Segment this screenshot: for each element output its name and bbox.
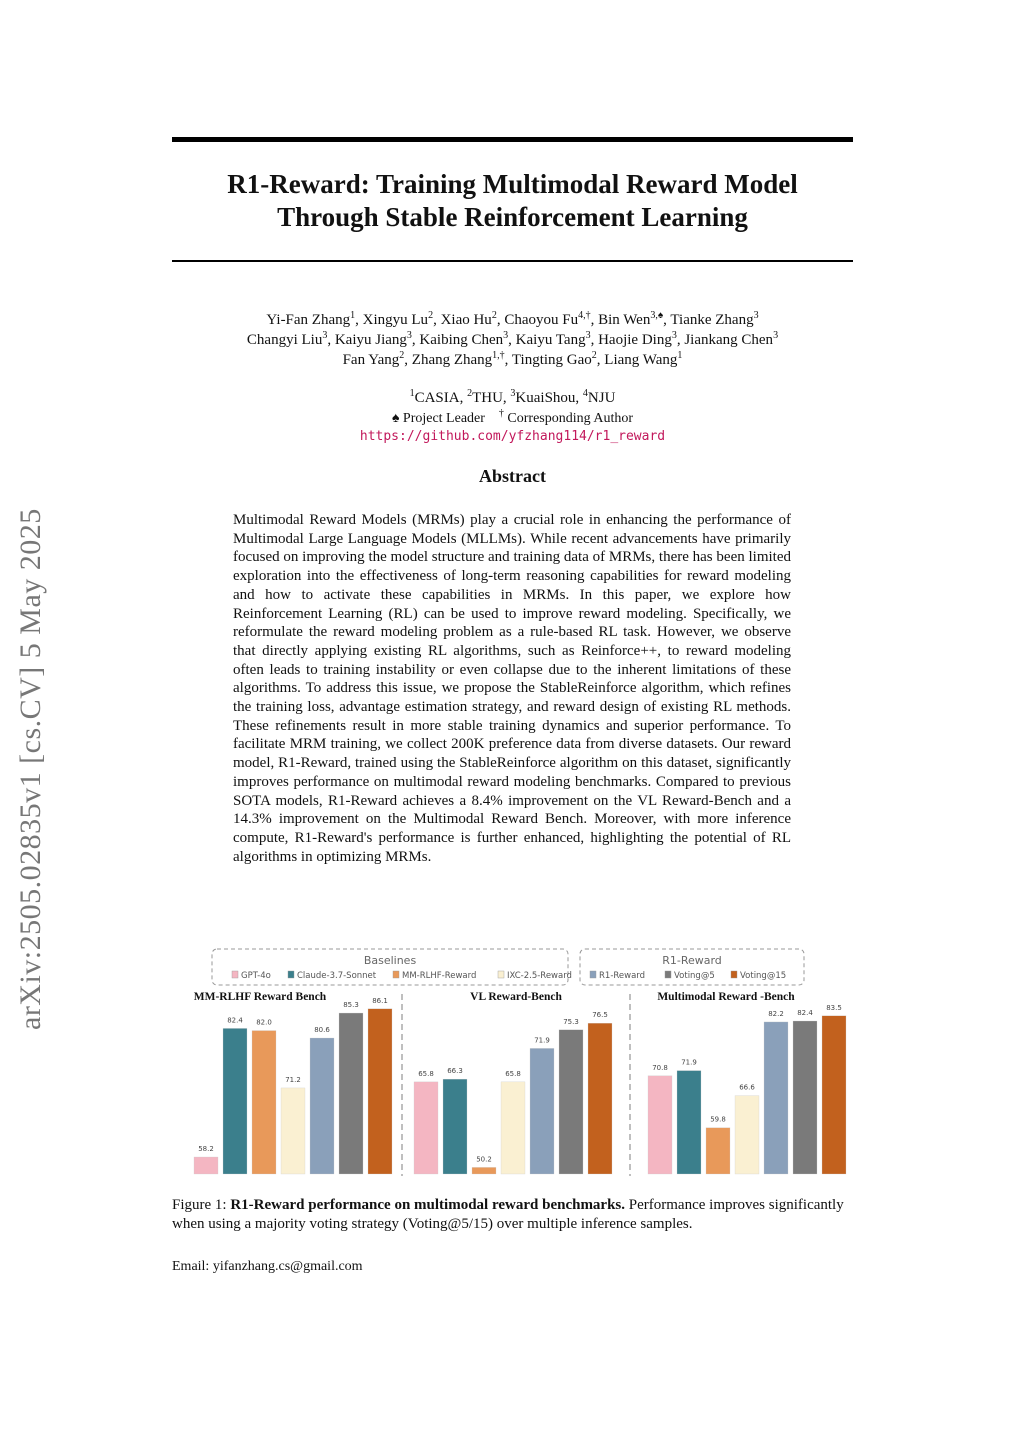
- author-name: Tingting Gao: [511, 352, 592, 368]
- author-name: Fan Yang: [342, 352, 400, 368]
- corresponding-author-label: Corresponding Author: [507, 411, 634, 426]
- abstract-heading: Abstract: [479, 466, 546, 486]
- legend-label: Voting@15: [740, 971, 787, 981]
- dagger-mark: †: [498, 408, 504, 419]
- legend-swatch: [232, 971, 238, 978]
- author-affiliation-mark: 3: [753, 310, 759, 321]
- bar-value-label: 75.3: [563, 1017, 579, 1026]
- author-affiliation-mark: 4,†: [578, 310, 591, 321]
- bar-value-label: 71.9: [681, 1058, 697, 1067]
- author-name: Xiao Hu: [440, 312, 492, 328]
- affiliation-name: KuaiShou: [515, 390, 576, 406]
- author-affiliation-mark: 3: [503, 330, 509, 341]
- title-rule-bottom: [172, 260, 853, 262]
- author-name: Jiankang Chen: [684, 332, 774, 348]
- bar: [310, 1038, 334, 1174]
- bar-value-label: 66.3: [447, 1067, 463, 1076]
- author-list: [172, 310, 853, 370]
- author-affiliation-mark: 1,†: [492, 350, 505, 361]
- spade-icon: ♠: [391, 411, 400, 426]
- author-affiliation-mark: 2: [591, 350, 597, 361]
- legend-label: GPT-4o: [241, 971, 271, 981]
- paper-title: [172, 168, 853, 234]
- title-line-2: Through Stable Reinforcement Learning: [277, 202, 748, 232]
- author-name: Kaibing Chen: [419, 332, 504, 348]
- author-affiliation-mark: 3,♠: [650, 310, 664, 321]
- author-name: Tianke Zhang: [670, 312, 754, 328]
- author-affiliation-mark: 1: [677, 350, 683, 361]
- bar-value-label: 82.0: [256, 1018, 272, 1027]
- legend-swatch: [393, 971, 399, 978]
- bar-value-label: 80.6: [314, 1026, 330, 1034]
- bar: [735, 1096, 759, 1174]
- panel-title: MM-RLHF Reward Bench: [193, 991, 327, 1003]
- panel-title: Multimodal Reward -Bench: [657, 991, 795, 1003]
- legend-label: R1-Reward: [599, 971, 646, 981]
- panel-title: VL Reward-Bench: [470, 991, 562, 1003]
- project-leader-label: Project Leader: [402, 411, 485, 426]
- bar: [223, 1028, 247, 1174]
- bar-value-label: 71.2: [285, 1075, 301, 1084]
- affiliation-number: 4: [582, 388, 588, 399]
- bar: [472, 1167, 496, 1174]
- title-rule-top: [172, 137, 853, 142]
- bar-value-label: 65.8: [505, 1069, 521, 1078]
- affiliation-name: THU: [472, 390, 503, 406]
- legend-swatch: [590, 971, 596, 978]
- legend-swatch: [665, 971, 671, 978]
- bar-value-label: 50.2: [476, 1155, 492, 1164]
- bar-value-label: 76.5: [592, 1011, 608, 1020]
- bar: [677, 1071, 701, 1174]
- bar: [764, 1022, 788, 1174]
- author-affiliation-mark: 3: [773, 330, 779, 341]
- contact-email: Email: yifanzhang.cs@gmail.com: [172, 1259, 363, 1274]
- bar: [793, 1021, 817, 1174]
- author-affiliation-mark: 3: [406, 330, 412, 341]
- author-affiliation-mark: 2: [399, 350, 405, 361]
- figure-1: [190, 944, 840, 1184]
- legend-label: MM-RLHF-Reward: [402, 971, 477, 981]
- bar: [588, 1023, 612, 1174]
- bar-value-label: 86.1: [372, 996, 388, 1005]
- bar: [443, 1079, 467, 1174]
- legend-title: Baselines: [363, 954, 417, 967]
- author-affiliation-mark: 2: [491, 310, 497, 321]
- arxiv-identifier: arXiv:2505.02835v1 [cs.CV] 5 May 2025: [14, 508, 47, 1030]
- legend-label: Voting@5: [674, 971, 715, 981]
- bar: [559, 1030, 583, 1174]
- bar: [194, 1157, 218, 1174]
- author-roles: [172, 409, 853, 429]
- author-line-2: Changyi Liu$^3$, Kaiyu Jiang$^3$, Kaibing Chen$^3$, Kaiyu Tang$^3$, Haojie Ding$^3$, Jiankang Chen$^3$: [246, 330, 779, 348]
- bar: [339, 1013, 363, 1174]
- legend-swatch: [498, 971, 504, 978]
- caption-text: Performance improves significantly when using a majority voting strategy (Voting@5/15) over multiple inference samples.: [172, 1197, 844, 1232]
- bar-value-label: 58.2: [198, 1145, 214, 1153]
- bar: [501, 1082, 525, 1174]
- bar: [281, 1088, 305, 1174]
- bar: [648, 1076, 672, 1174]
- title-line-1: R1-Reward: Training Multimodal Reward Model: [227, 169, 798, 199]
- author-affiliation-mark: 3: [671, 330, 677, 341]
- author-name: Bin Wen: [598, 312, 651, 328]
- legend-title: R1-Reward: [662, 954, 722, 967]
- author-name: Changyi Liu: [246, 332, 323, 348]
- repo-link[interactable]: https://github.com/yfzhang114/r1_reward: [359, 429, 666, 444]
- author-line-3: Fan Yang$^2$, Zhang Zhang$^{1,\dagger}$, Tingting Gao$^2$, Liang Wang$^1$: [342, 350, 683, 368]
- legend-swatch: [288, 971, 294, 978]
- author-name: Kaiyu Tang: [515, 332, 586, 348]
- author-name: Yi-Fan Zhang: [266, 312, 351, 328]
- bar-value-label: 85.3: [343, 1001, 359, 1010]
- abstract-body: Multimodal Reward Models (MRMs) play a crucial role in enhancing the performance of Multimodal Large Language Models (MLLMs). While recent advancements have primarily focused on improving the model structure and training data of MRMs, there has been limited exploration into the effectiveness of long-term reasoning capabilities for reward modeling and how to activate these capabilities in MRMs. In this paper, we explore how Reinforcement Learning (RL) can be used to improve reward modeling. Specifically, we reformulate the reward modeling problem as a rule-based RL task. However, we observe that directly applying existing RL algorithms, such as Reinforce++, to reward modeling often leads to training instability or even collapse due to the inherent limitations of these algorithms. To address this issue, we propose the StableReinforce algorithm, which refines the training loss, advantage estimation strategy, and reward design of existing RL methods. These refinements result in more stable training dynamics and superior performance. To facilitate MRM training, we collect 200K preference data from diverse datasets. Our reward model, R1-Reward, trained using the StableReinforce algorithm on this dataset, significantly improves performance on multimodal reward modeling benchmarks. Compared to previous SOTA models, R1-Reward achieves a 8.4% improvement on the VL Reward-Bench and a 14.3% improvement on the Multimodal Reward Bench. Moreover, with more inference compute, R1-Reward's performance is further enhanced, highlighting the potential of RL algorithms in optimizing MRMs.: [233, 512, 791, 865]
- bar-value-label: 66.6: [739, 1083, 755, 1092]
- author-name: Chaoyou Fu: [504, 312, 579, 328]
- affiliation-number: 2: [467, 388, 473, 399]
- author-affiliation-mark: 2: [428, 310, 434, 321]
- affiliation-number: 3: [510, 388, 516, 399]
- caption-label: Figure 1:: [172, 1197, 227, 1213]
- bar: [822, 1016, 846, 1174]
- bar-value-label: 83.5: [826, 1003, 842, 1012]
- bar-value-label: 70.8: [652, 1063, 668, 1072]
- caption-bold: R1-Reward performance on multimodal reward benchmarks.: [230, 1197, 626, 1213]
- bar-value-label: 82.4: [797, 1009, 813, 1017]
- author-name: Kaiyu Jiang: [334, 332, 407, 348]
- author-line-1: Yi-Fan Zhang$^1$, Xingyu Lu$^2$, Xiao Hu$^2$, Chaoyou $Fu^{4,\dagger}$, Bin Wen$^{3,♠}$, Tianke Zhang$^3$: [266, 310, 759, 328]
- bar: [368, 1009, 392, 1174]
- author-affiliation-mark: 1: [350, 310, 356, 321]
- affiliation-name: NJU: [587, 390, 616, 406]
- bar: [252, 1031, 276, 1174]
- figure-caption: [172, 1196, 862, 1234]
- legend-label: IXC-2.5-Reward: [507, 971, 572, 981]
- author-name: Xingyu Lu: [362, 312, 429, 328]
- bar: [414, 1082, 438, 1174]
- bar: [530, 1048, 554, 1174]
- bar-value-label: 71.9: [534, 1036, 550, 1045]
- affiliations: $^1$CASIA, $^2$THU, $^3$KuaiShou, $^4$NJU: [409, 388, 616, 406]
- bar: [706, 1128, 730, 1174]
- legend-swatch: [731, 971, 737, 978]
- author-name: Zhang Zhang: [411, 352, 493, 368]
- author-name: Haojie Ding: [598, 332, 672, 348]
- author-affiliation-mark: 3: [585, 330, 591, 341]
- legend-label: Claude-3.7-Sonnet: [297, 971, 377, 981]
- author-affiliation-mark: 3: [322, 330, 328, 341]
- affiliation-name: CASIA: [414, 390, 460, 406]
- bar-value-label: 59.8: [710, 1115, 726, 1124]
- benchmark-bar-chart: [190, 944, 840, 1184]
- bar-value-label: 82.4: [227, 1016, 243, 1025]
- bar-value-label: 82.2: [768, 1009, 784, 1018]
- author-name: Liang Wang: [604, 352, 678, 368]
- bar-value-label: 65.8: [418, 1069, 434, 1078]
- affiliation-number: 1: [409, 388, 415, 399]
